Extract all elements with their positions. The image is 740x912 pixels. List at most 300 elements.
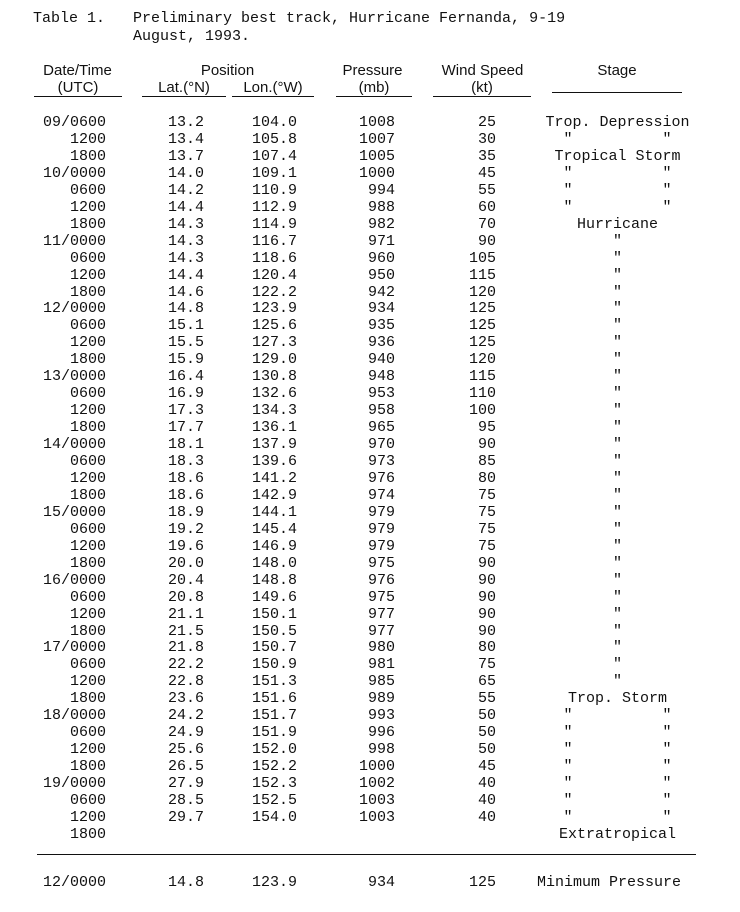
header-datetime: Date/Time [43, 62, 112, 79]
table-row [0, 504, 740, 521]
table-row [0, 284, 740, 301]
cell-lat: 15.5 [167, 334, 204, 352]
table-row [0, 538, 740, 555]
cell-lon: 151.9 [251, 724, 297, 742]
header-pressure: Pressure [342, 62, 403, 79]
cell-wind: 55 [477, 181, 496, 199]
cell-wind: 90 [477, 436, 496, 454]
cell-pressure: 970 [367, 436, 395, 454]
cell-lat: 17.7 [167, 419, 204, 437]
cell-lon: 125.6 [251, 317, 297, 335]
cell-datetime: 0600 [69, 520, 106, 538]
cell-lon: 118.6 [251, 249, 297, 267]
cell-datetime: 17/0000 [42, 639, 106, 657]
cell-wind: 55 [477, 690, 496, 708]
table-row [0, 656, 740, 673]
cell-wind: 40 [477, 775, 496, 792]
table-row [0, 300, 740, 317]
cell-wind: 80 [477, 639, 496, 657]
cell-lon: 105.8 [251, 130, 297, 148]
cell-stage: " " [563, 164, 672, 182]
cell-pressure: 1003 [358, 808, 395, 826]
cell-lat: 14.3 [167, 249, 204, 267]
cell-datetime: 16/0000 [42, 571, 106, 589]
cell-wind: 120 [468, 351, 496, 369]
table-row [0, 182, 740, 199]
cell-datetime: 09/0600 [42, 114, 106, 131]
cell-stage: " [612, 605, 622, 623]
cell-lon: 151.3 [251, 673, 297, 691]
table-row [0, 436, 740, 453]
cell-lat: 14.2 [167, 181, 204, 199]
cell-pressure: 948 [367, 368, 395, 386]
cell-wind: 40 [477, 792, 496, 809]
cell-datetime: 1200 [69, 537, 106, 555]
cell-datetime: 1200 [69, 673, 106, 691]
table-row [0, 233, 740, 250]
cell-datetime: 1800 [69, 622, 106, 640]
footer-datetime: 12/0000 [42, 874, 106, 891]
cell-lat: 18.3 [167, 453, 204, 470]
cell-stage: " [612, 554, 622, 572]
cell-wind: 120 [468, 283, 496, 301]
cell-lat: 20.8 [167, 588, 204, 606]
cell-lon: 114.9 [251, 215, 297, 233]
cell-wind: 125 [468, 300, 496, 318]
cell-wind: 75 [477, 503, 496, 521]
table-row [0, 623, 740, 640]
cell-stage: Trop. Depression [545, 114, 690, 131]
cell-pressure: 934 [367, 300, 395, 318]
cell-lon: 154.0 [251, 808, 297, 826]
table-header [0, 62, 740, 102]
header-lat: Lat.(°N) [142, 79, 226, 97]
cell-lat: 13.7 [167, 147, 204, 165]
cell-datetime: 1800 [69, 554, 106, 572]
cell-lon: 123.9 [251, 300, 297, 318]
cell-wind: 105 [468, 249, 496, 267]
cell-pressure: 1008 [358, 114, 395, 131]
cell-stage: Extratropical [558, 825, 677, 843]
cell-lon: 142.9 [251, 486, 297, 504]
cell-pressure: 975 [367, 554, 395, 572]
cell-wind: 80 [477, 469, 496, 487]
cell-wind: 25 [477, 114, 496, 131]
cell-lon: 130.8 [251, 368, 297, 386]
cell-wind: 65 [477, 673, 496, 691]
cell-stage: " [612, 673, 622, 691]
cell-lat: 20.0 [167, 554, 204, 572]
header-mb: (mb) [336, 79, 412, 97]
table-row [0, 639, 740, 656]
cell-lat: 18.6 [167, 469, 204, 487]
cell-stage: " [612, 503, 622, 521]
cell-datetime: 10/0000 [42, 164, 106, 182]
cell-lon: 139.6 [251, 453, 297, 470]
header-lon: Lon.(°W) [232, 79, 314, 97]
cell-lat: 29.7 [167, 808, 204, 826]
table-row [0, 131, 740, 148]
cell-datetime: 0600 [69, 317, 106, 335]
cell-pressure: 985 [367, 673, 395, 691]
cell-pressure: 950 [367, 266, 395, 284]
footer-lat: 14.8 [167, 874, 204, 891]
cell-stage: " [612, 334, 622, 352]
cell-lat: 27.9 [167, 775, 204, 792]
cell-pressure: 1000 [358, 164, 395, 182]
cell-pressure: 998 [367, 741, 395, 759]
cell-stage: " " [563, 198, 672, 216]
cell-lat: 13.2 [167, 114, 204, 131]
cell-wind: 90 [477, 571, 496, 589]
cell-lat: 22.2 [167, 656, 204, 674]
cell-pressure: 936 [367, 334, 395, 352]
cell-lon: 151.7 [251, 707, 297, 725]
cell-stage: " [612, 520, 622, 538]
cell-lat: 22.8 [167, 673, 204, 691]
cell-stage: Tropical Storm [554, 147, 681, 165]
cell-pressure: 979 [367, 503, 395, 521]
table-row [0, 690, 740, 707]
cell-lat: 14.4 [167, 266, 204, 284]
cell-lon: 136.1 [251, 419, 297, 437]
cell-datetime: 13/0000 [42, 368, 106, 386]
cell-pressure: 979 [367, 537, 395, 555]
cell-lat: 14.3 [167, 215, 204, 233]
table-row [0, 792, 740, 809]
cell-stage: " [612, 622, 622, 640]
table-row [0, 673, 740, 690]
cell-datetime: 0600 [69, 588, 106, 606]
cell-stage: " [612, 249, 622, 267]
cell-datetime: 1800 [69, 215, 106, 233]
cell-datetime: 1800 [69, 486, 106, 504]
cell-pressure: 971 [367, 232, 395, 250]
cell-lon: 127.3 [251, 334, 297, 352]
cell-stage: " [612, 419, 622, 437]
cell-wind: 90 [477, 605, 496, 623]
cell-lon: 132.6 [251, 385, 297, 403]
header-utc: (UTC) [34, 79, 122, 97]
table-caption [33, 10, 565, 46]
cell-pressure: 977 [367, 605, 395, 623]
cell-datetime: 0600 [69, 249, 106, 267]
cell-stage: " [612, 368, 622, 386]
cell-lon: 146.9 [251, 537, 297, 555]
table-row [0, 707, 740, 724]
cell-wind: 45 [477, 758, 496, 776]
cell-lat: 17.3 [167, 402, 204, 420]
cell-stage: Trop. Storm [567, 690, 668, 708]
cell-stage: " [612, 588, 622, 606]
cell-wind: 75 [477, 486, 496, 504]
cell-datetime: 1800 [69, 147, 106, 165]
table-row [0, 606, 740, 623]
cell-lat: 21.5 [167, 622, 204, 640]
cell-lon: 120.4 [251, 266, 297, 284]
table-row [0, 453, 740, 470]
cell-datetime: 0600 [69, 792, 106, 809]
cell-lat: 13.4 [167, 130, 204, 148]
cell-lat: 25.6 [167, 741, 204, 759]
table-row [0, 317, 740, 334]
cell-lon: 152.3 [251, 775, 297, 792]
cell-pressure: 942 [367, 283, 395, 301]
cell-stage: " " [563, 775, 672, 792]
cell-lon: 129.0 [251, 351, 297, 369]
cell-lat: 28.5 [167, 792, 204, 809]
cell-pressure: 960 [367, 249, 395, 267]
cell-datetime: 0600 [69, 385, 106, 403]
cell-wind: 35 [477, 147, 496, 165]
cell-lon: 150.5 [251, 622, 297, 640]
cell-datetime: 1800 [69, 825, 106, 843]
cell-stage: " [612, 486, 622, 504]
table-row [0, 724, 740, 741]
cell-wind: 90 [477, 554, 496, 572]
table-row [0, 470, 740, 487]
cell-pressure: 976 [367, 571, 395, 589]
table-row [0, 351, 740, 368]
cell-lat: 18.9 [167, 503, 204, 521]
cell-lon: 148.8 [251, 571, 297, 589]
table-row [0, 589, 740, 606]
cell-datetime: 1200 [69, 741, 106, 759]
cell-datetime: 0600 [69, 181, 106, 199]
table-row [0, 758, 740, 775]
cell-wind: 50 [477, 724, 496, 742]
cell-stage: " [612, 232, 622, 250]
table-row [0, 368, 740, 385]
cell-lat: 21.8 [167, 639, 204, 657]
cell-lat: 20.4 [167, 571, 204, 589]
cell-datetime: 1800 [69, 283, 106, 301]
cell-wind: 125 [468, 317, 496, 335]
table-title [133, 10, 565, 46]
cell-lon: 144.1 [251, 503, 297, 521]
cell-stage: " [612, 300, 622, 318]
cell-stage: " [612, 571, 622, 589]
cell-wind: 90 [477, 232, 496, 250]
cell-datetime: 1200 [69, 402, 106, 420]
cell-pressure: 996 [367, 724, 395, 742]
cell-datetime: 1200 [69, 198, 106, 216]
table-row [0, 419, 740, 436]
cell-datetime: 1800 [69, 419, 106, 437]
cell-lon: 137.9 [251, 436, 297, 454]
cell-lon: 151.6 [251, 690, 297, 708]
cell-stage: " [612, 453, 622, 470]
cell-lon: 112.9 [251, 198, 297, 216]
cell-lon: 134.3 [251, 402, 297, 420]
table-row [0, 809, 740, 826]
cell-wind: 90 [477, 588, 496, 606]
cell-pressure: 965 [367, 419, 395, 437]
cell-lon: 152.5 [251, 792, 297, 809]
cell-wind: 40 [477, 808, 496, 826]
table-title-line-2: August, 1993. [133, 28, 251, 45]
table-row [0, 555, 740, 572]
table-row [0, 775, 740, 792]
cell-datetime: 15/0000 [42, 503, 106, 521]
cell-wind: 70 [477, 215, 496, 233]
cell-lat: 19.2 [167, 520, 204, 538]
header-position: Position [200, 62, 255, 79]
cell-lon: 107.4 [251, 147, 297, 165]
cell-pressure: 1007 [358, 130, 395, 148]
cell-lon: 104.0 [251, 114, 297, 131]
cell-pressure: 973 [367, 453, 395, 470]
cell-pressure: 974 [367, 486, 395, 504]
cell-stage: " [612, 656, 622, 674]
cell-lat: 26.5 [167, 758, 204, 776]
cell-lon: 148.0 [251, 554, 297, 572]
cell-stage: " [612, 639, 622, 657]
cell-pressure: 988 [367, 198, 395, 216]
cell-wind: 110 [468, 385, 496, 403]
cell-wind: 60 [477, 198, 496, 216]
cell-pressure: 1000 [358, 758, 395, 776]
cell-pressure: 935 [367, 317, 395, 335]
table-row [0, 521, 740, 538]
stage-underline [552, 92, 682, 93]
cell-lat: 16.9 [167, 385, 204, 403]
cell-lon: 149.6 [251, 588, 297, 606]
cell-stage: " [612, 351, 622, 369]
cell-datetime: 1200 [69, 469, 106, 487]
cell-datetime: 14/0000 [42, 436, 106, 454]
cell-stage: " [612, 283, 622, 301]
table-row [0, 741, 740, 758]
cell-pressure: 940 [367, 351, 395, 369]
cell-stage: " " [563, 130, 672, 148]
footer-row [0, 874, 740, 892]
cell-datetime: 1200 [69, 266, 106, 284]
cell-lat: 21.1 [167, 605, 204, 623]
table-row [0, 334, 740, 351]
cell-stage: " [612, 266, 622, 284]
cell-lat: 14.4 [167, 198, 204, 216]
cell-wind: 45 [477, 164, 496, 182]
table-row [0, 250, 740, 267]
cell-datetime: 19/0000 [42, 775, 106, 792]
table-row [0, 487, 740, 504]
cell-wind: 50 [477, 741, 496, 759]
cell-stage: " " [563, 741, 672, 759]
cell-wind: 115 [468, 266, 496, 284]
header-stage: Stage [597, 62, 637, 79]
cell-lat: 24.9 [167, 724, 204, 742]
cell-stage: " " [563, 758, 672, 776]
cell-datetime: 1800 [69, 758, 106, 776]
cell-lat: 15.9 [167, 351, 204, 369]
cell-stage: Hurricane [576, 215, 658, 233]
cell-pressure: 982 [367, 215, 395, 233]
cell-stage: " " [563, 707, 672, 725]
table-row [0, 148, 740, 165]
cell-lat: 14.6 [167, 283, 204, 301]
table-row [0, 572, 740, 589]
footer-wind: 125 [468, 874, 496, 891]
cell-stage: " [612, 317, 622, 335]
cell-pressure: 994 [367, 181, 395, 199]
cell-pressure: 1005 [358, 147, 395, 165]
cell-wind: 115 [468, 368, 496, 386]
cell-pressure: 953 [367, 385, 395, 403]
cell-lon: 150.7 [251, 639, 297, 657]
cell-pressure: 958 [367, 402, 395, 420]
cell-wind: 95 [477, 419, 496, 437]
table-label: Table 1. [33, 10, 106, 27]
cell-lat: 18.6 [167, 486, 204, 504]
cell-lat: 24.2 [167, 707, 204, 725]
cell-datetime: 1800 [69, 351, 106, 369]
cell-pressure: 1002 [358, 775, 395, 792]
cell-lat: 19.6 [167, 537, 204, 555]
cell-stage: " [612, 436, 622, 454]
cell-datetime: 0600 [69, 724, 106, 742]
cell-pressure: 980 [367, 639, 395, 657]
cell-lon: 152.0 [251, 741, 297, 759]
cell-datetime: 1800 [69, 690, 106, 708]
cell-lat: 14.0 [167, 164, 204, 182]
cell-lat: 15.1 [167, 317, 204, 335]
cell-stage: " " [563, 724, 672, 742]
cell-wind: 30 [477, 130, 496, 148]
cell-datetime: 11/0000 [42, 232, 106, 250]
footer-stage: Minimum Pressure [537, 874, 682, 891]
cell-lon: 109.1 [251, 164, 297, 182]
cell-wind: 100 [468, 402, 496, 420]
cell-datetime: 0600 [69, 453, 106, 470]
cell-lat: 14.3 [167, 232, 204, 250]
cell-stage: " " [563, 181, 672, 199]
cell-lon: 150.9 [251, 656, 297, 674]
cell-lon: 145.4 [251, 520, 297, 538]
cell-datetime: 12/0000 [42, 300, 106, 318]
cell-stage: " [612, 385, 622, 403]
cell-stage: " [612, 469, 622, 487]
cell-lon: 116.7 [251, 232, 297, 250]
table-row [0, 267, 740, 284]
cell-stage: " " [563, 808, 672, 826]
cell-lon: 152.2 [251, 758, 297, 776]
cell-lat: 16.4 [167, 368, 204, 386]
table-row [0, 165, 740, 182]
cell-lon: 110.9 [251, 181, 297, 199]
cell-wind: 75 [477, 656, 496, 674]
cell-stage: " [612, 402, 622, 420]
table-row [0, 216, 740, 233]
cell-datetime: 18/0000 [42, 707, 106, 725]
cell-wind: 90 [477, 622, 496, 640]
cell-datetime: 0600 [69, 656, 106, 674]
cell-wind: 75 [477, 520, 496, 538]
cell-wind: 75 [477, 537, 496, 555]
cell-wind: 125 [468, 334, 496, 352]
cell-pressure: 981 [367, 656, 395, 674]
cell-pressure: 1003 [358, 792, 395, 809]
cell-lat: 23.6 [167, 690, 204, 708]
cell-datetime: 1200 [69, 605, 106, 623]
cell-lon: 122.2 [251, 283, 297, 301]
cell-pressure: 976 [367, 469, 395, 487]
footer-pressure: 934 [367, 874, 395, 891]
table-row [0, 826, 740, 843]
cell-lat: 14.8 [167, 300, 204, 318]
cell-pressure: 975 [367, 588, 395, 606]
header-wind: Wind Speed [441, 62, 524, 79]
